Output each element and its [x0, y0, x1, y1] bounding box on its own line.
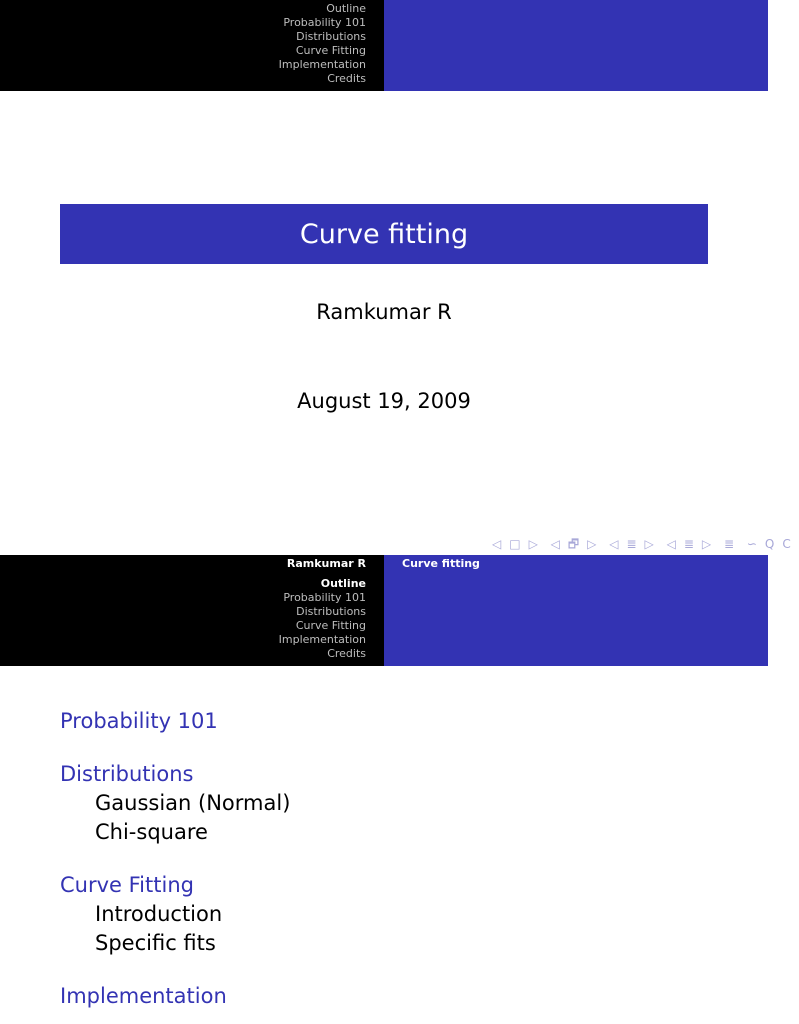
- next-frame-icon[interactable]: ▷: [528, 537, 539, 551]
- nav-probability-101[interactable]: Probability 101: [283, 16, 366, 29]
- section-icon[interactable]: ≣: [626, 537, 638, 551]
- author-name: Ramkumar R: [316, 300, 452, 324]
- next-document-icon[interactable]: ▷: [701, 537, 713, 551]
- slide2-header: [0, 555, 768, 666]
- refresh-icon[interactable]: C: [782, 537, 792, 551]
- nav-implementation[interactable]: Implementation: [278, 58, 366, 71]
- appendix-icon[interactable]: ≣: [723, 537, 735, 551]
- toc-subsection-specific-fits[interactable]: Specific fits: [95, 931, 216, 955]
- subsection-icon[interactable]: 🗗: [567, 537, 581, 551]
- toc-section-implementation[interactable]: Implementation: [60, 984, 227, 1008]
- slide2-section-nav: [0, 555, 384, 666]
- next-section-icon[interactable]: ▷: [644, 537, 655, 551]
- toc-subsection-introduction[interactable]: Introduction: [95, 902, 223, 926]
- prev-subsection-icon[interactable]: ◁: [550, 537, 561, 551]
- prev-section-icon[interactable]: ◁: [609, 537, 620, 551]
- toc-section-distributions[interactable]: Distributions: [60, 762, 194, 786]
- back-icon[interactable]: ∽: [746, 537, 758, 551]
- presentation-date: August 19, 2009: [297, 389, 471, 413]
- slide1-section-nav: [0, 0, 384, 91]
- beamer-nav-symbols: [492, 535, 799, 556]
- frame-icon[interactable]: □: [509, 537, 522, 551]
- nav-distributions[interactable]: Distributions: [296, 30, 366, 43]
- next-subsection-icon[interactable]: ▷: [587, 537, 598, 551]
- toc-subsection-gaussian[interactable]: Gaussian (Normal): [95, 791, 291, 815]
- presentation-title: Curve fitting: [60, 204, 708, 264]
- nav-distributions[interactable]: Distributions: [296, 605, 366, 618]
- toc-section-curve-fitting[interactable]: Curve Fitting: [60, 873, 194, 897]
- header-title: Curve fitting: [402, 557, 480, 570]
- header-author: Ramkumar R: [286, 557, 366, 570]
- nav-curve-fitting[interactable]: Curve Fitting: [295, 44, 366, 57]
- nav-credits[interactable]: Credits: [327, 647, 366, 660]
- slide1-header-title-area: [384, 0, 768, 91]
- nav-credits[interactable]: Credits: [327, 72, 366, 85]
- nav-implementation[interactable]: Implementation: [278, 633, 366, 646]
- document-icon[interactable]: ≣: [683, 537, 695, 551]
- nav-probability-101[interactable]: Probability 101: [283, 591, 366, 604]
- slide1-header: [0, 0, 768, 91]
- prev-frame-icon[interactable]: ◁: [492, 537, 503, 551]
- nav-outline[interactable]: Outline: [326, 2, 366, 15]
- nav-curve-fitting[interactable]: Curve Fitting: [295, 619, 366, 632]
- toc-section-probability-101[interactable]: Probability 101: [60, 709, 218, 733]
- prev-document-icon[interactable]: ◁: [666, 537, 677, 551]
- outline-toc: [60, 706, 710, 1011]
- toc-subsection-chi-square[interactable]: Chi-square: [95, 820, 208, 844]
- search-icon[interactable]: Q: [764, 537, 776, 551]
- nav-outline-active[interactable]: Outline: [320, 577, 366, 590]
- slide2-header-title-area: [384, 555, 768, 666]
